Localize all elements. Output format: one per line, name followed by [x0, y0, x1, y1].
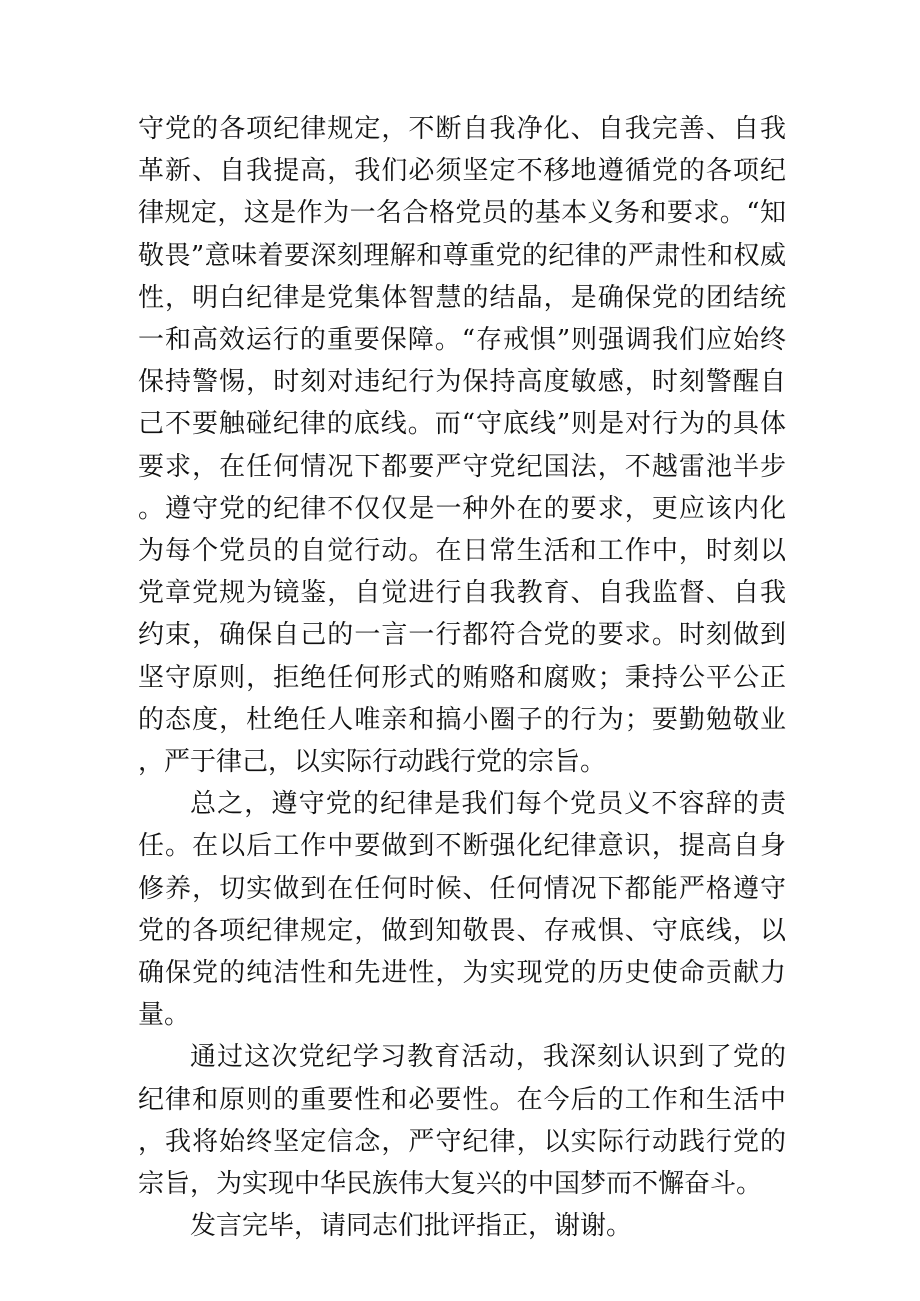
paragraph-conclusion: 总之，遵守党的纪律是我们每个党员义不容辞的责任。在以后工作中要做到不断强化纪律意识，提高自身修养，切实做到在任何时候、任何情况下都能严格遵守党的各项纪律规定，做到知敬畏、存戒惧、守底线，以确保党的纯洁性和先进性，为实现党的历史使命贡献力量。: [138, 789, 786, 1031]
paragraph-continuation: 守党的各项纪律规定，不断自我净化、自我完善、自我革新、自我提高，我们必须坚定不移地遵循党的各项纪律规定，这是作为一名合格党员的基本义务和要求。“知敬畏”意味着要深刻理解和尊重党的纪律的严肃性和权威性，明白纪律是党集体智慧的结晶，是确保党的团结统一和高效运行的重要保障。“存戒惧”则强调我们应始终保持警惕，时刻对违纪行为保持高度敏感，时刻警醒自己不要触碰纪律的底线。而“守底线”则是对行为的具体要求，在任何情况下都要严守党纪国法，不越雷池半步。遵守党的纪律不仅仅是一种外在的要求，更应该内化为每个党员的自觉行动。在日常生活和工作中，时刻以党章党规为镜鉴，自觉进行自我教育、自我监督、自我约束，确保自己的一言一行都符合党的要求。时刻做到坚守原则，拒绝任何形式的贿赂和腐败；秉持公平公正的态度，杜绝任人唯亲和搞小圈子的行为；要勤勉敬业，严于律己，以实际行动践行党的宗旨。: [138, 114, 786, 778]
document-body: [138, 108, 786, 1247]
paragraph-closing: 发言完毕，请同志们批评指正，谢谢。: [190, 1211, 633, 1242]
paragraph-reflection: 通过这次党纪学习教育活动，我深刻认识到了党的纪律和原则的重要性和必要性。在今后的工作和生活中，我将始终坚定信念，严守纪律，以实际行动践行党的宗旨，为实现中华民族伟大复兴的中国梦而不懈奋斗。: [138, 1042, 786, 1200]
